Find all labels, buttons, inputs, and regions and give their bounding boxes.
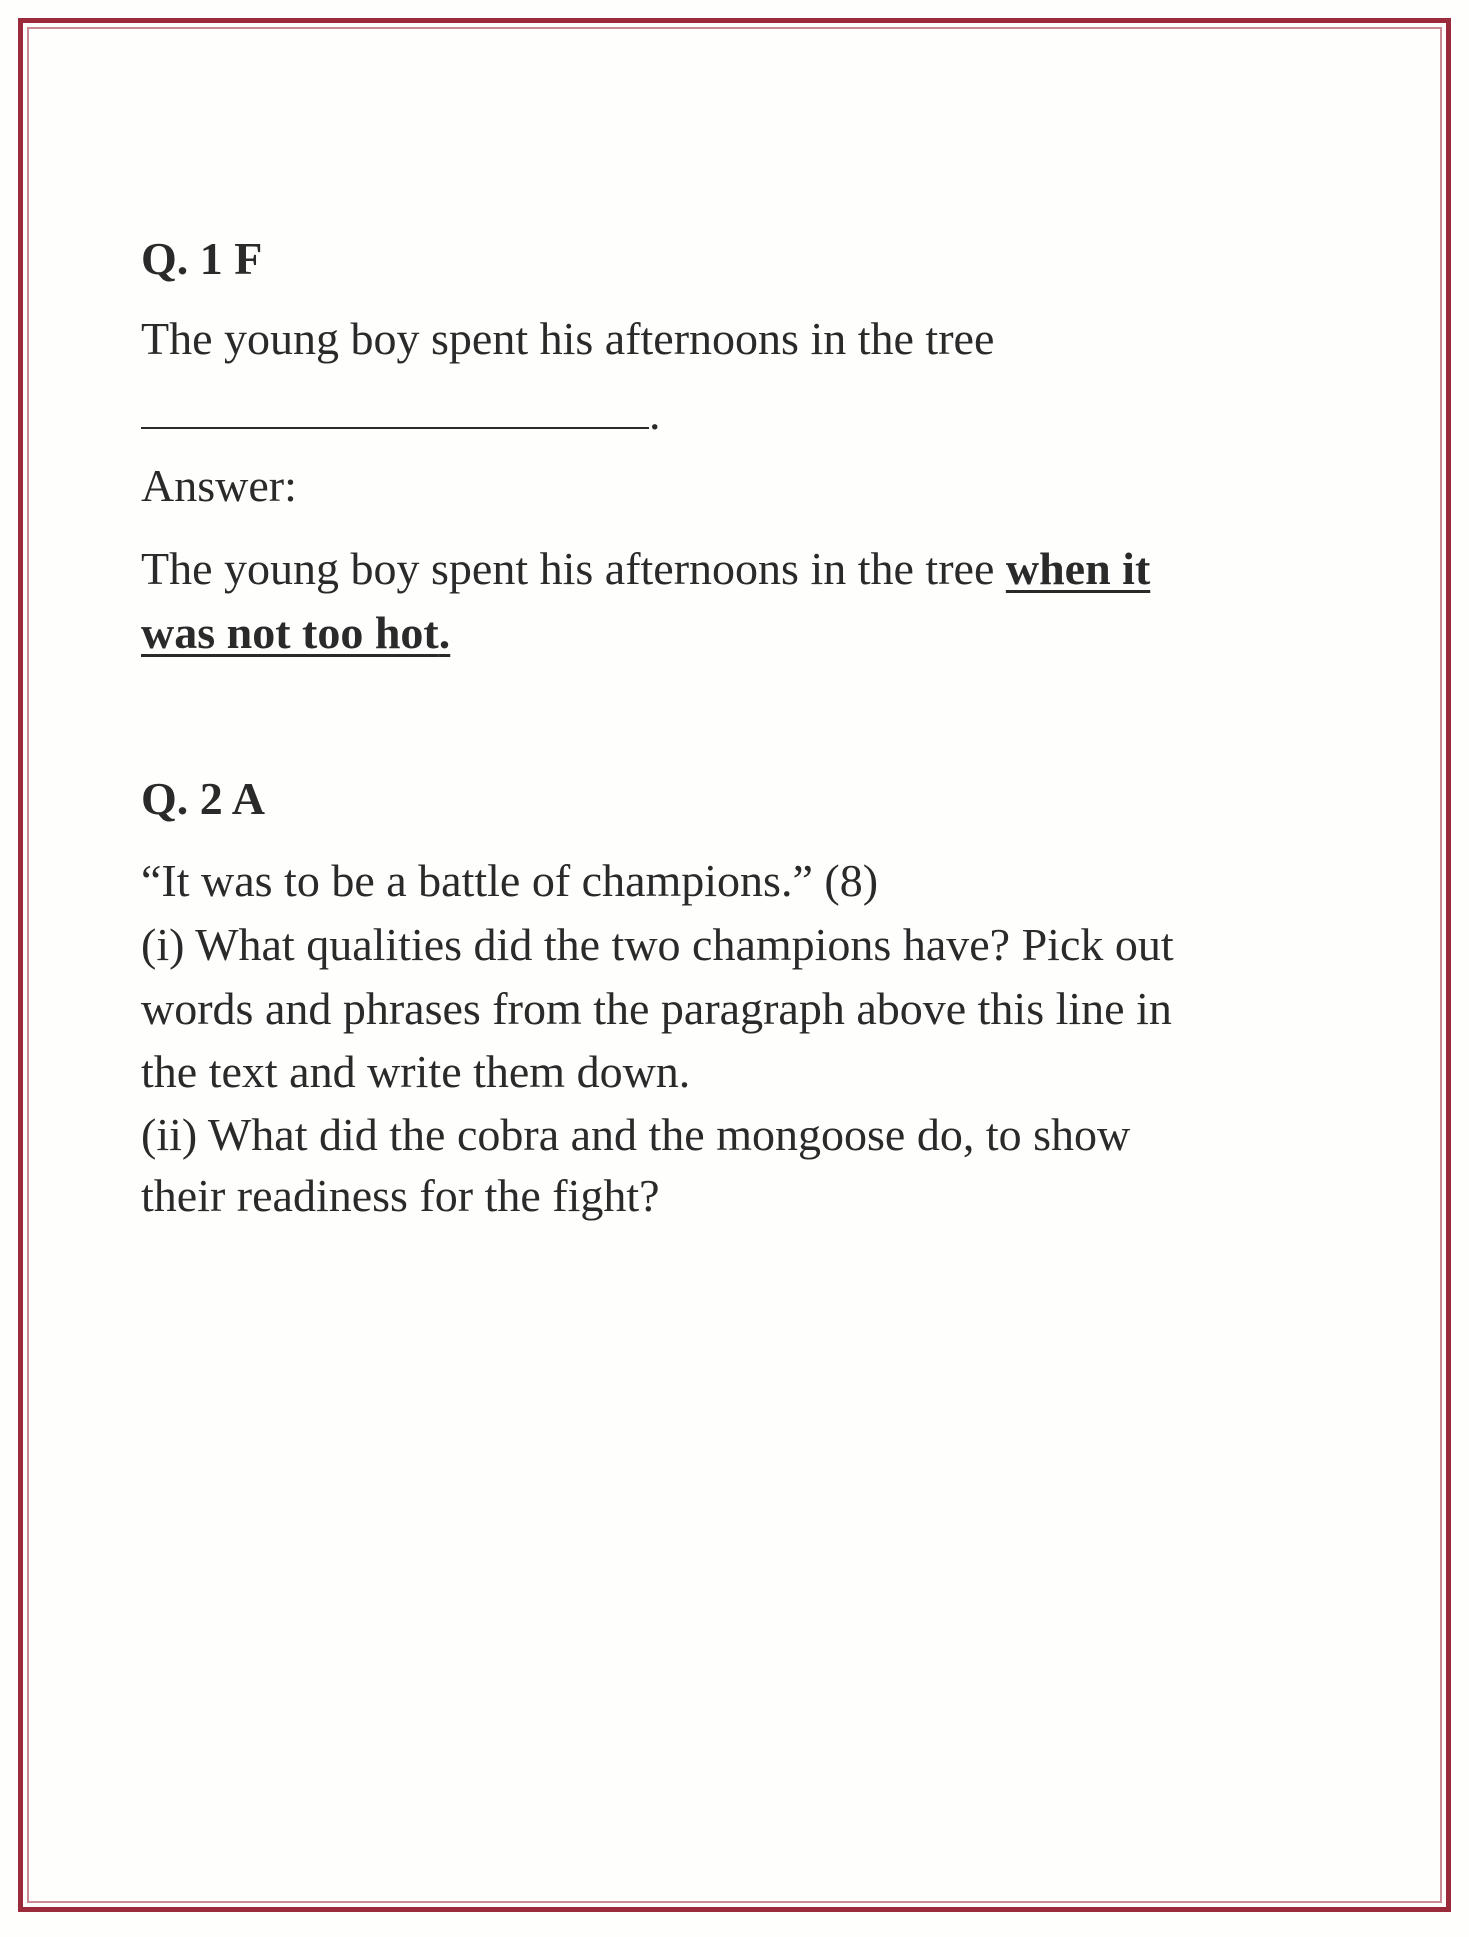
q1-prompt: The young boy spent his afternoons in the tree: [141, 313, 995, 364]
answer-prefix: The young boy spent his afternoons in the tree: [141, 543, 995, 594]
q1-heading: Q. 1 F: [141, 233, 263, 284]
q2-line: “It was to be a battle of champions.” (8): [141, 855, 879, 906]
answer-fill-1: when it: [1005, 543, 1151, 594]
answer-label: Answer:: [141, 460, 297, 511]
answer-fill-2: was not too hot: [141, 607, 439, 658]
q2-line: (i) What qualities did the two champions have? Pick out: [141, 919, 1174, 970]
answer-line-2: [141, 603, 450, 663]
q2-line: the text and write them down.: [141, 1046, 691, 1097]
answer-end: .: [438, 607, 451, 658]
q2-line: (ii) What did the cobra and the mongoose do, to show: [141, 1109, 1131, 1160]
q1-blank-line: [141, 384, 661, 444]
q2-line: words and phrases from the paragraph above this line in: [141, 983, 1172, 1034]
fill-in-blank: [141, 387, 649, 429]
answer-line-1: [141, 539, 1150, 599]
q2-line: their readiness for the fight?: [141, 1170, 660, 1221]
q2-heading: Q. 2 A: [141, 773, 265, 824]
blank-period: .: [649, 388, 661, 439]
